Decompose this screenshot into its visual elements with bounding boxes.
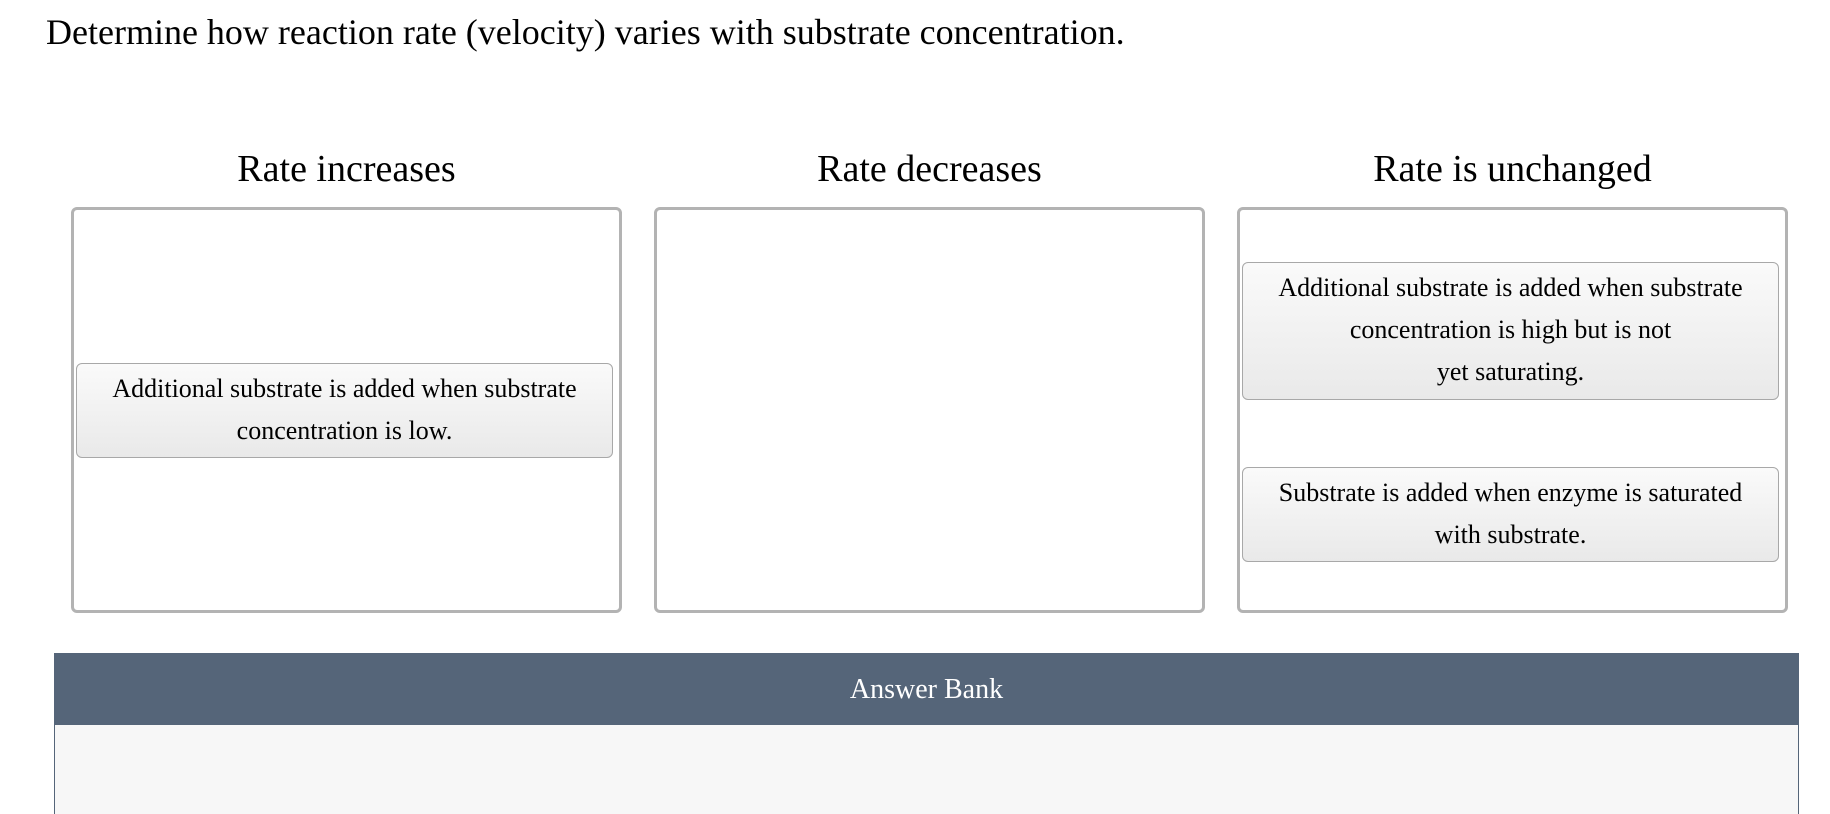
- drop-zone-rate-increases[interactable]: [71, 207, 622, 613]
- card-text-line: with substrate.: [1434, 520, 1587, 549]
- drop-zone-rate-unchanged[interactable]: [1237, 207, 1788, 613]
- column-header-rate-decreases: Rate decreases: [817, 148, 1042, 190]
- answer-bank: [54, 653, 1799, 814]
- card-text-line: Additional substrate is added when substrate: [1278, 273, 1743, 302]
- card-text-line: yet saturating.: [1436, 357, 1585, 386]
- card-text-line: concentration is high but is not: [1349, 315, 1672, 344]
- question-prompt: Determine how reaction rate (velocity) varies with substrate concentration.: [46, 12, 1125, 52]
- column-header-rate-unchanged: Rate is unchanged: [1373, 148, 1652, 190]
- drop-zone-rate-decreases[interactable]: [654, 207, 1205, 613]
- answer-bank-title: Answer Bank: [55, 654, 1798, 725]
- column-header-rate-increases: Rate increases: [237, 148, 456, 190]
- card-text-line: concentration is low.: [236, 416, 453, 445]
- card-text-line: Substrate is added when enzyme is saturated: [1278, 478, 1743, 507]
- answer-card-enzyme-saturated[interactable]: [1242, 467, 1779, 562]
- answer-bank-drop-area[interactable]: [55, 725, 1798, 814]
- answer-card-high-not-saturating[interactable]: [1242, 262, 1779, 400]
- card-text-line: Additional substrate is added when substrate: [112, 374, 577, 403]
- answer-card-low-concentration[interactable]: [76, 363, 613, 458]
